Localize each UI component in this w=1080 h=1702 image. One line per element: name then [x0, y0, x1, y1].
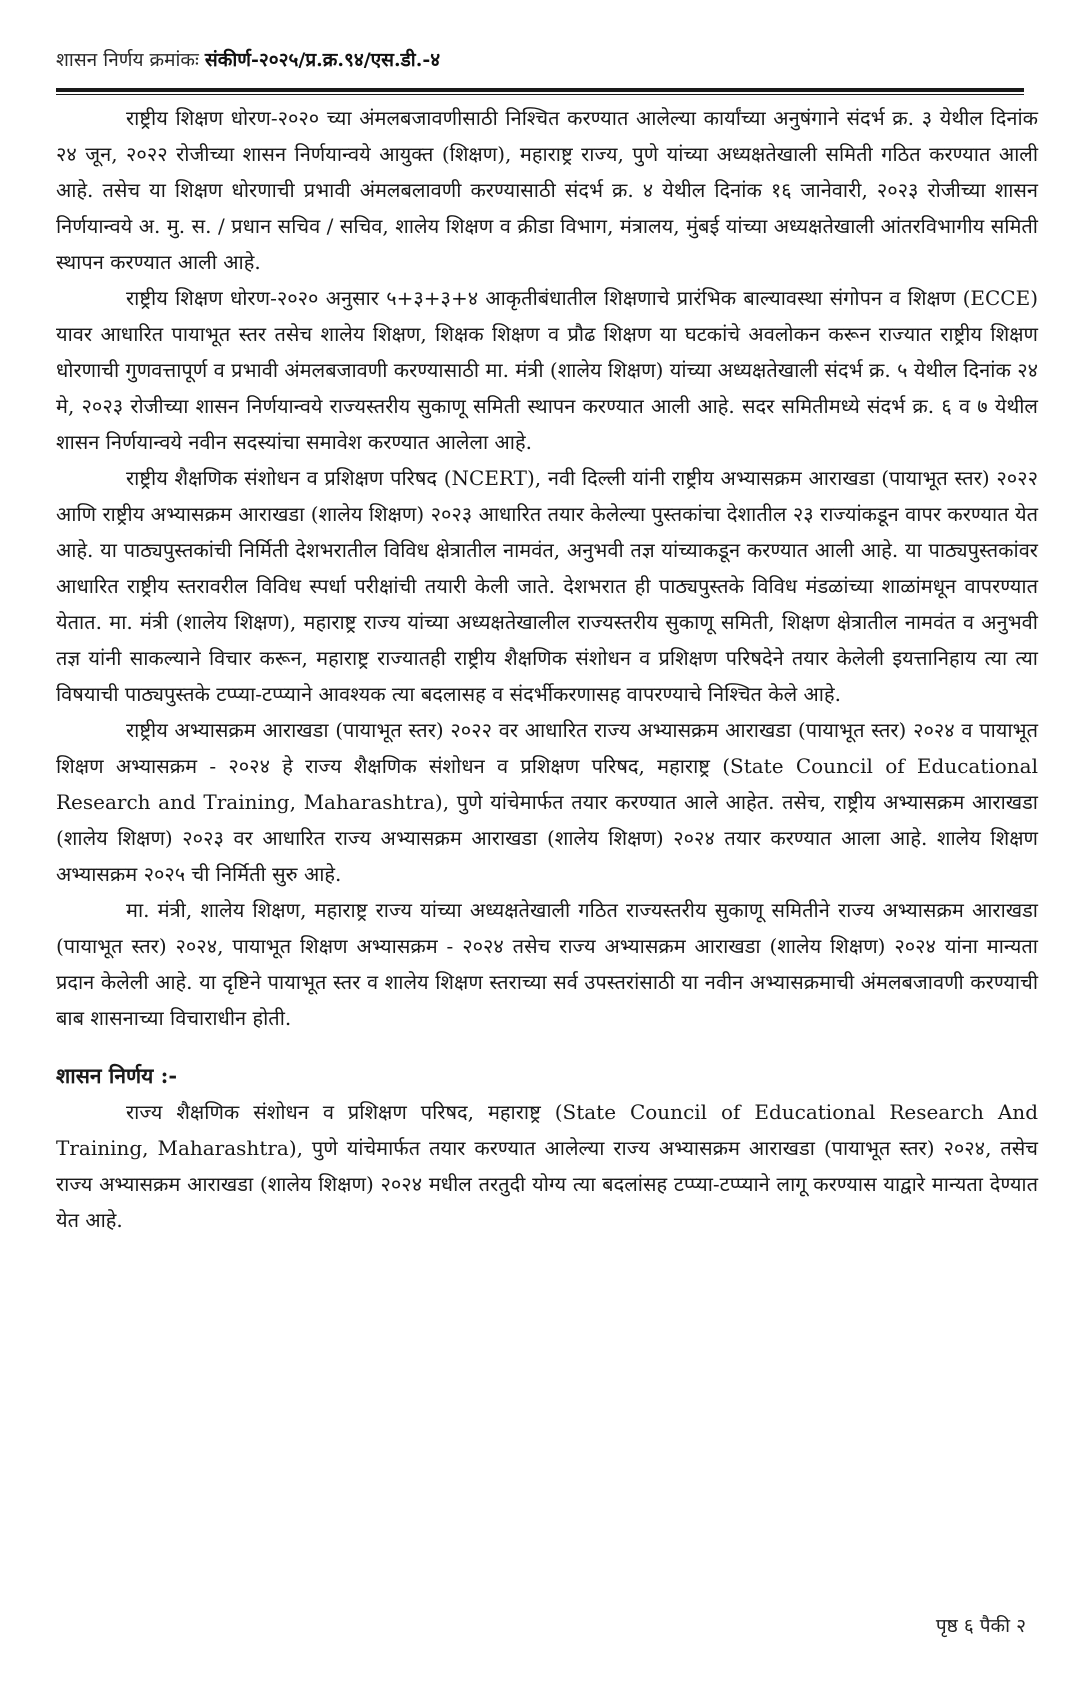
header-rule-thick — [56, 88, 1024, 92]
paragraph-3: राष्ट्रीय शैक्षणिक संशोधन व प्रशिक्षण परिषद (NCERT), नवी दिल्ली यांनी राष्ट्रीय अभ्यासक्रम आराखडा (पायाभूत स्तर) २०२२ आणि राष्ट्रीय अभ्यासक्रम आराखडा (शालेय शिक्षण) २०२३ आधारित तयार केलेल्या पुस्तकांचा देशातील २३ राज्यांकडून वापर करण्यात येत आहे. या पाठ्यपुस्तकांची निर्मिती देशभरातील विविध क्षेत्रातील नामवंत, अनुभवी तज्ञ यांच्याकडून करण्यात आली आहे. या पाठ्यपुस्तकांवर आधारित राष्ट्रीय स्तरावरील विविध स्पर्धा परीक्षांची तयारी केली जाते. देशभरात ही पाठ्यपुस्तके विविध मंडळांच्या शाळांमधून वापरण्यात येतात. मा. मंत्री (शालेय शिक्षण), महाराष्ट्र राज्य यांच्या अध्यक्षतेखालील राज्यस्तरीय सुकाणू समिती, शिक्षण क्षेत्रातील नामवंत व अनुभवी तज्ञ यांनी साकल्याने विचार करून, महाराष्ट्र राज्यातही राष्ट्रीय शैक्षणिक संशोधन व प्रशिक्षण परिषदेने तयार केलेली इयत्तानिहाय त्या त्या विषयाची पाठ्यपुस्तके टप्प्या-टप्प्याने आवश्यक त्या बदलासह व संदर्भीकरणासह वापरण्याचे निश्चित केले आहे. — [56, 466, 1038, 706]
decision-heading: शासन निर्णय :- — [56, 1063, 178, 1088]
paragraph-1: राष्ट्रीय शिक्षण धोरण-२०२० च्या अंमलबजावणीसाठी निश्चित करण्यात आलेल्या कार्यांच्या अनुषंगाने संदर्भ क्र. ३ येथील दिनांक २४ जून, २०२२ रोजीच्या शासन निर्णयान्वये आयुक्त (शिक्षण), महाराष्ट्र राज्य, पुणे यांच्या अध्यक्षतेखाली समिती गठित करण्यात आली आहे. तसेच या शिक्षण धोरणाची प्रभावी अंमलबलावणी करण्यासाठी संदर्भ क्र. ४ येथील दिनांक १६ जानेवारी, २०२३ रोजीच्या शासन निर्णयान्वये अ. मु. स. / प्रधान सचिव / सचिव, शालेय शिक्षण व क्रीडा विभाग, मंत्रालय, मुंबई यांच्या अध्यक्षतेखाली आंतरविभागीय समिती स्थापन करण्यात आली आहे. — [56, 106, 1038, 274]
paragraph-4: राष्ट्रीय अभ्यासक्रम आराखडा (पायाभूत स्तर) २०२२ वर आधारित राज्य अभ्यासक्रम आराखडा (पायाभूत स्तर) २०२४ व पायाभूत शिक्षण अभ्यासक्रम - २०२४ हे राज्य शैक्षणिक संशोधन व प्रशिक्षण परिषद, महाराष्ट्र (State Council of Educational Research and Training, Maharashtra), पुणे यांचेमार्फत तयार करण्यात आले आहेत. तसेच, राष्ट्रीय अभ्यासक्रम आराखडा (शालेय शिक्षण) २०२३ वर आधारित राज्य अभ्यासक्रम आराखडा (शालेय शिक्षण) २०२४ तयार करण्यात आला आहे. शालेय शिक्षण अभ्यासक्रम २०२५ ची निर्मिती सुरु आहे. — [56, 718, 1038, 886]
gr-number-label: शासन निर्णय क्रमांकः — [56, 49, 199, 71]
document-header — [56, 46, 440, 72]
gr-number: संकीर्ण-२०२५/प्र.क्र.९४/एस.डी.-४ — [204, 49, 441, 71]
document-body — [56, 100, 1038, 1238]
decision-paragraph: राज्य शैक्षणिक संशोधन व प्रशिक्षण परिषद, महाराष्ट्र (State Council of Educational Research And Training, Maharashtra), पुणे यांचेमार्फत तयार करण्यात आलेल्या राज्य अभ्यासक्रम आराखडा (पायाभूत स्तर) २०२४, तसेच राज्य अभ्यासक्रम आराखडा (शालेय शिक्षण) २०२४ मधील तरतुदी योग्य त्या बदलांसह टप्प्या-टप्प्याने लागू करण्यास याद्वारे मान्यता देण्यात येत आहे. — [56, 1100, 1038, 1232]
paragraph-2: राष्ट्रीय शिक्षण धोरण-२०२० अनुसार ५+३+३+४ आकृतीबंधातील शिक्षणाचे प्रारंभिक बाल्यावस्था संगोपन व शिक्षण (ECCE) यावर आधारित पायाभूत स्तर तसेच शालेय शिक्षण, शिक्षक शिक्षण व प्रौढ शिक्षण या घटकांचे अवलोकन करून राज्यात राष्ट्रीय शिक्षण धोरणाची गुणवत्तापूर्ण व प्रभावी अंमलबजावणी करण्यासाठी मा. मंत्री (शालेय शिक्षण) यांच्या अध्यक्षतेखाली संदर्भ क्र. ५ येथील दिनांक २४ मे, २०२३ रोजीच्या शासन निर्णयान्वये राज्यस्तरीय सुकाणू समिती स्थापन करण्यात आली आहे. सदर समितीमध्ये संदर्भ क्र. ६ व ७ येथील शासन निर्णयान्वये नवीन सदस्यांचा समावेश करण्यात आलेला आहे. — [56, 286, 1038, 454]
page-number: पृष्ठ ६ पैकी २ — [935, 1615, 1026, 1637]
paragraph-5: मा. मंत्री, शालेय शिक्षण, महाराष्ट्र राज्य यांच्या अध्यक्षतेखाली गठित राज्यस्तरीय सुकाणू समितीने राज्य अभ्यासक्रम आराखडा (पायाभूत स्तर) २०२४, पायाभूत शिक्षण अभ्यासक्रम - २०२४ तसेच राज्य अभ्यासक्रम आराखडा (शालेय शिक्षण) २०२४ यांना मान्यता प्रदान केलेली आहे. या दृष्टिने पायाभूत स्तर व शालेय शिक्षण स्तराच्या सर्व उपस्तरांसाठी या नवीन अभ्यासक्रमाची अंमलबजावणी करण्याची बाब शासनाच्या विचाराधीन होती. — [56, 898, 1038, 1030]
header-rule-thin — [56, 94, 1024, 95]
